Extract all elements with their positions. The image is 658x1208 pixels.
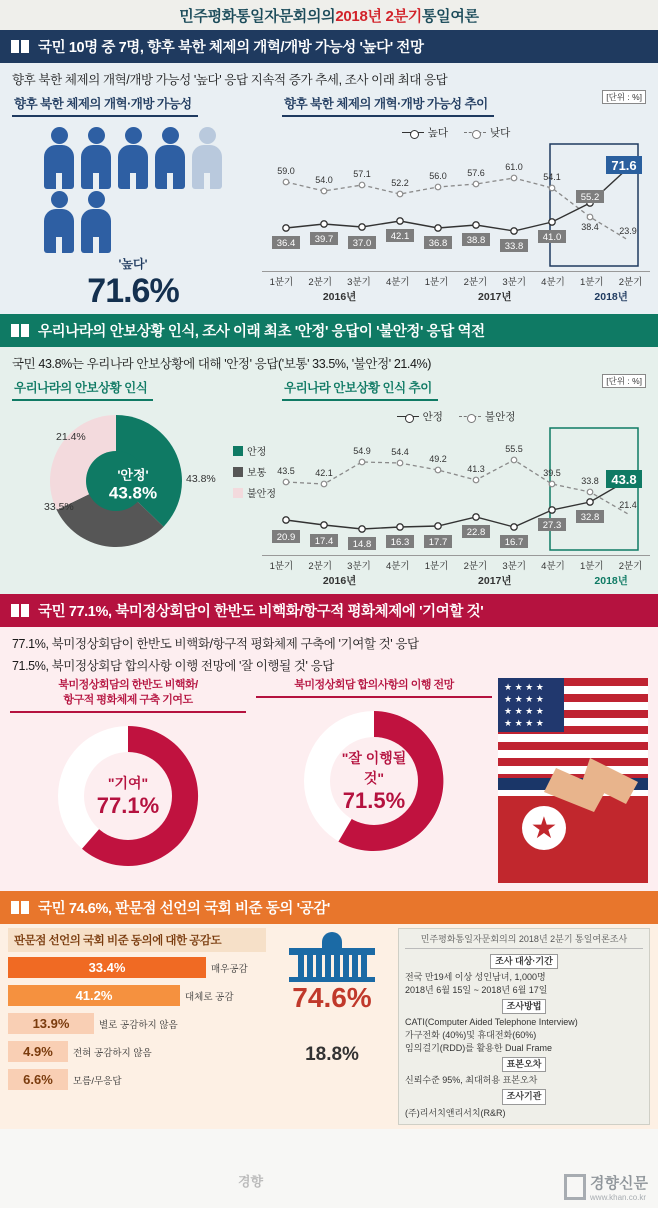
svg-text:36.4: 36.4 [276, 238, 296, 249]
bar-label: 매우공감 [211, 963, 248, 975]
bar-fill: 6.6% [8, 1069, 68, 1090]
pie-center-label: '안정' 43.8% [108, 467, 158, 503]
svg-text:20.9: 20.9 [276, 532, 296, 543]
chart-2-legend [262, 409, 650, 424]
svg-text:71.6: 71.6 [611, 158, 637, 173]
svg-text:42.1: 42.1 [390, 231, 410, 242]
page-title-pre: 민주평화통일자문회의의 [179, 7, 336, 25]
svg-text:43.8: 43.8 [611, 472, 637, 487]
info-key: 조사 대상·기간 [490, 954, 558, 969]
section-1-title: 국민 10명 중 7명, 향후 북한 체제의 개혁/개방 가능성 '높다' 전망 [38, 40, 424, 56]
section-1 [0, 30, 658, 314]
person-icon [79, 191, 113, 253]
info-line: (주)리서치앤리서치(R&R) [405, 1107, 506, 1118]
section-1-trend-chart [262, 92, 650, 308]
svg-text:41.0: 41.0 [542, 232, 562, 243]
section-3-subtitle-2: 71.5%, 북미정상회담 합의사항 이행 전망에 '잘 이행될 것' 응답 [12, 659, 334, 673]
svg-text:57.6: 57.6 [467, 168, 485, 178]
security-pie-chart [38, 409, 276, 559]
svg-text:41.3: 41.3 [467, 464, 485, 474]
bar-row [8, 1011, 266, 1036]
svg-text:49.2: 49.2 [429, 454, 447, 464]
chart-1-unit: [단위 : %] [602, 90, 646, 104]
svg-text:★ ★ ★ ★: ★ ★ ★ ★ [504, 718, 544, 728]
book-icon [10, 322, 30, 339]
svg-text:32.8: 32.8 [580, 512, 600, 523]
section-1-left-panel [8, 92, 258, 308]
section-3 [0, 594, 658, 891]
svg-text:59.0: 59.0 [277, 166, 295, 176]
info-line: 2018년 6월 15일 ~ 2018년 6월 17일 [405, 985, 548, 996]
section-1-right-title: 향후 북한 체제의 개혁·개방 가능성 추이 [282, 94, 494, 117]
bar-row [8, 1039, 266, 1064]
svg-text:17.4: 17.4 [314, 536, 334, 547]
bar-fill: 41.2% [8, 985, 180, 1006]
info-key: 조사기관 [502, 1089, 547, 1104]
donut-implementation [256, 678, 492, 883]
donut-contribution-center: "기여" 77.1% [96, 774, 160, 818]
svg-text:43.5: 43.5 [277, 466, 295, 476]
section-3-title: 국민 77.1%, 북미정상회담이 한반도 비핵화/항구적 평화체제에 '기여할 것' [38, 604, 484, 620]
section-2-right-title: 우리나라 안보상황 인식 추이 [282, 378, 438, 401]
info-key: 조사방법 [502, 999, 547, 1014]
chart-1-svg [262, 140, 642, 270]
section-2-title: 우리나라의 안보상황 인식, 조사 이래 최초 '안정' 응답이 '불안정' 응답 역전 [38, 324, 485, 340]
section-4 [0, 891, 658, 1202]
section-4-title: 국민 74.6%, 판문점 선언의 국회 비준 동의 '공감' [38, 901, 330, 917]
bar-label: 대체로 공감 [185, 991, 234, 1003]
donut-contribution-title: 북미정상회담의 한반도 비핵화/ 항구적 평화체제 구축 기여도 [10, 678, 246, 713]
bar-label: 전혀 공감하지 않음 [73, 1047, 152, 1059]
bar-row [8, 1067, 266, 1092]
person-icon [42, 127, 76, 189]
bar-fill: 13.9% [8, 1013, 94, 1034]
svg-text:33.8: 33.8 [504, 241, 524, 252]
section-1-left-note: '높다' [118, 257, 148, 271]
info-line: 가구전화 (40%)및 휴대전화(60%) [405, 1030, 537, 1041]
watermark-text: 경향 [238, 1174, 264, 1189]
svg-text:56.0: 56.0 [429, 171, 447, 181]
svg-text:38.8: 38.8 [466, 235, 486, 246]
bar-fill: 33.4% [8, 957, 206, 978]
legend-high: 높다 [402, 125, 448, 140]
svg-text:54.4: 54.4 [391, 447, 409, 457]
chart-2-years: 2016년 2017년 2018년 [322, 575, 628, 587]
svg-text:39.5: 39.5 [543, 468, 561, 478]
survey-info-box [398, 928, 650, 1125]
svg-text:27.3: 27.3 [542, 520, 562, 531]
page-title-post: 통일여론 [421, 7, 479, 25]
donut-implementation-center: "잘 이행될 것" 71.5% [341, 749, 407, 813]
section-2-left-title: 우리나라의 안보상황 인식 [12, 378, 153, 401]
section-2-trend-chart [262, 376, 650, 588]
section-3-subtitle-1: 77.1%, 북미정상회담이 한반도 비핵화/항구적 평화체제 구축에 '기여할 것' 응답 [12, 637, 419, 651]
svg-text:23.9: 23.9 [619, 226, 637, 236]
chart-1-legend [262, 125, 650, 140]
bar-label: 모름/무응답 [73, 1075, 122, 1087]
section-2 [0, 314, 658, 594]
svg-text:39.7: 39.7 [314, 234, 334, 245]
section-1-subtitle: 향후 북한 체제의 개혁/개방 가능성 '높다' 응답 지속적 증가 추세, 조사 이래 최대 응답 [12, 73, 448, 87]
person-icon [116, 127, 150, 189]
bar-fill: 4.9% [8, 1041, 68, 1062]
section-2-left-panel [8, 376, 276, 588]
svg-text:★ ★ ★ ★: ★ ★ ★ ★ [504, 682, 544, 692]
section-3-band [0, 594, 658, 627]
book-icon [10, 602, 30, 619]
pie-label-normal: 33.5% [44, 501, 74, 513]
survey-info-title: 민주평화통일자문회의의 2018년 2분기 통일여론조사 [405, 933, 643, 949]
svg-text:37.0: 37.0 [352, 238, 372, 249]
agreement-bar-chart [8, 928, 266, 1125]
svg-text:42.1: 42.1 [315, 468, 333, 478]
svg-text:17.7: 17.7 [428, 537, 448, 548]
totals-panel [272, 928, 392, 1125]
svg-text:★ ★ ★ ★: ★ ★ ★ ★ [504, 694, 544, 704]
pie-legend: 안정 보통 불안정 [233, 443, 276, 506]
chart-2-svg [262, 424, 642, 554]
chart-2-xaxis: 1분기 2분기 3분기 4분기 1분기 2분기 3분기 4분기 1분기 2분기 [262, 555, 650, 572]
svg-text:57.1: 57.1 [353, 169, 371, 179]
svg-text:55.2: 55.2 [580, 192, 600, 203]
page-title [0, 0, 658, 30]
bar-row [8, 955, 266, 980]
chart-2-unit: [단위 : %] [602, 374, 646, 388]
section-1-band [0, 30, 658, 63]
svg-text:54.9: 54.9 [353, 446, 371, 456]
section-1-left-title: 향후 북한 체제의 개혁·개방 가능성 [12, 94, 198, 117]
legend-stable: 안정 [397, 409, 443, 424]
disagree-total: 18.8% [305, 1044, 359, 1065]
section-2-band [0, 314, 658, 347]
bar-chart-title: 판문점 선언의 국회 비준 동의에 대한 공감도 [8, 928, 266, 952]
logo-url: www.khan.co.kr [590, 1193, 647, 1202]
donut-contribution [10, 678, 246, 883]
info-line: 임의걸기(RDD)를 활용한 Dual Frame [405, 1043, 553, 1054]
newspaper-logo [564, 1172, 648, 1202]
bar-label: 별로 공감하지 않음 [99, 1019, 178, 1031]
info-line: 신뢰수준 95%, 최대허용 표본오차 [405, 1075, 538, 1086]
svg-text:61.0: 61.0 [505, 162, 523, 172]
logo-mark-icon [564, 1174, 586, 1200]
info-line: 전국 만19세 이상 성인남녀, 1,000명 [405, 972, 546, 983]
section-1-left-value: 71.6% [87, 272, 179, 310]
svg-text:★ ★ ★ ★: ★ ★ ★ ★ [504, 706, 544, 716]
section-4-band [0, 891, 658, 924]
svg-text:21.4: 21.4 [619, 500, 637, 510]
svg-text:55.5: 55.5 [505, 444, 523, 454]
svg-text:16.7: 16.7 [504, 537, 524, 548]
svg-text:36.8: 36.8 [428, 238, 448, 249]
bar-row [8, 983, 266, 1008]
page-title-year: 2018년 2분기 [335, 7, 422, 25]
svg-text:★: ★ [530, 812, 558, 845]
legend-low: 낮다 [464, 125, 510, 140]
svg-text:22.8: 22.8 [466, 527, 486, 538]
chart-1-xaxis: 1분기 2분기 3분기 4분기 1분기 2분기 3분기 4분기 1분기 2분기 [262, 271, 650, 288]
info-key: 표본오차 [502, 1057, 547, 1072]
legend-unstable: 불안정 [459, 409, 515, 424]
donut-implementation-title: 북미정상회담 합의사항의 이행 전망 [256, 678, 492, 698]
book-icon [10, 38, 30, 55]
pie-label-unstable: 21.4% [56, 431, 86, 443]
svg-text:14.8: 14.8 [352, 539, 372, 550]
svg-text:52.2: 52.2 [391, 178, 409, 188]
book-icon [10, 899, 30, 916]
info-line: CATI(Computer Aided Telephone Interview) [405, 1017, 578, 1028]
flags-handshake-image [498, 678, 648, 883]
person-icon [42, 191, 76, 253]
capitol-icon [289, 932, 375, 976]
person-icon [79, 127, 113, 189]
svg-text:16.3: 16.3 [390, 537, 410, 548]
svg-text:38.4: 38.4 [581, 222, 599, 232]
person-icon [190, 127, 224, 189]
chart-1-years: 2016년 2017년 2018년 [322, 291, 628, 303]
logo-name: 경향신문 [590, 1175, 648, 1192]
svg-text:54.1: 54.1 [543, 172, 561, 182]
svg-text:54.0: 54.0 [315, 175, 333, 185]
agree-total: 74.6% [292, 982, 372, 1013]
people-pictogram [8, 127, 258, 189]
person-icon [153, 127, 187, 189]
pie-label-stable: 43.8% [186, 473, 216, 485]
section-2-subtitle: 국민 43.8%는 우리나라 안보상황에 대해 '안정' 응답('보통' 33.5%, '불안정' 21.4%) [12, 357, 432, 371]
svg-text:33.8: 33.8 [581, 476, 599, 486]
